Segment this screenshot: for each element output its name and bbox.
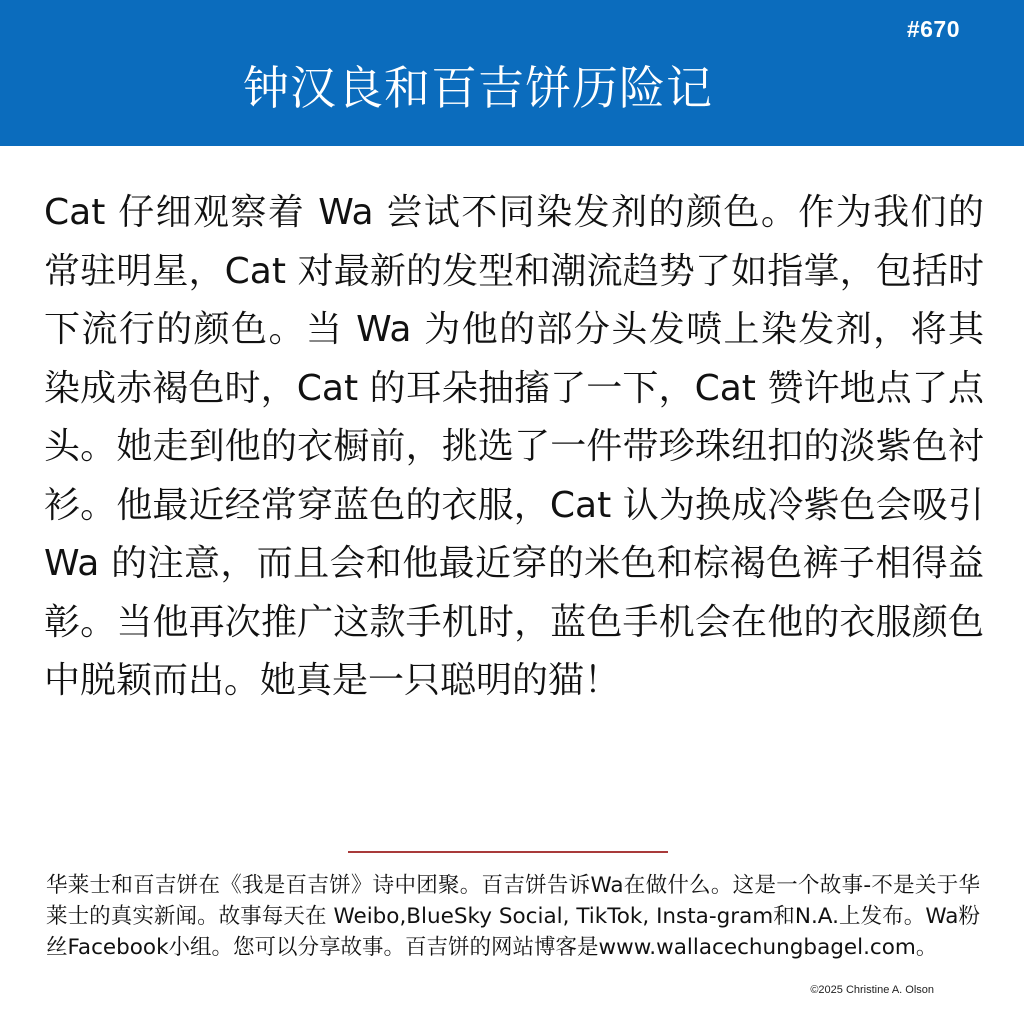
page-title: 钟汉良和百吉饼历险记 <box>243 61 713 115</box>
header-banner <box>0 0 1024 146</box>
story-text: Cat 仔细观察着 Wa 尝试不同染发剂的颜色。作为我们的常驻明星，Cat 对最新的发型和潮流趋势了如指掌，包括时下流行的颜色。当 Wa 为他的部分头发喷上染发剂，将其染成赤褐色时，Cat 的耳朵抽搐了一下，Cat 赞许地点了点头。她走到他的衣橱前，挑选了一件带珍珠纽扣的淡紫色衬衫。他最近经常穿蓝色的衣服，Cat 认为换成冷紫色会吸引 Wa 的注意，而且会和他最近穿的米色和棕褐色裤子相得益彰。当他再次推广这款手机时，蓝色手机会在他的衣服颜色中脱颖而出。她真是一只聪明的猫！ <box>44 192 984 701</box>
episode-number: #670 <box>906 16 960 42</box>
footer-note: 华莱士和百吉饼在《我是百吉饼》诗中团聚。百吉饼告诉Wa在做什么。这是一个故事-不是关于华莱士的真实新闻。故事每天在 Weibo,BlueSky Social, TikTok, Insta-gram和N.A.上发布。Wa粉丝Facebook小组。您可以分享故事。百吉饼的网站博客是www.wallacechungbagel.com。 <box>46 873 980 960</box>
copyright-notice: ©2025 Christine A. Olson <box>810 984 934 996</box>
footer-divider <box>348 851 668 853</box>
